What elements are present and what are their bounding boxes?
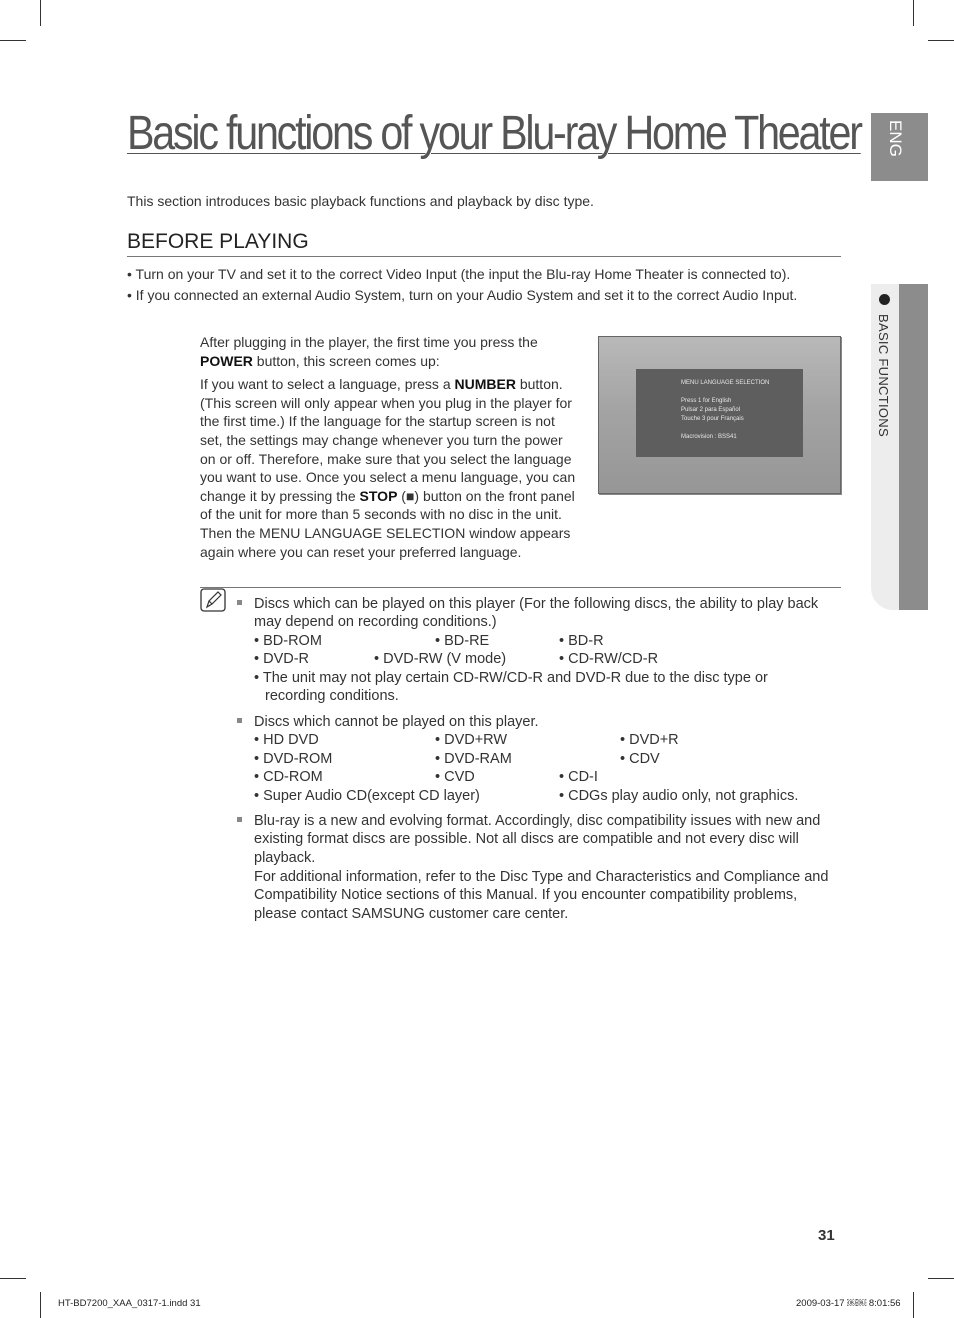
page-number: 31 — [818, 1227, 835, 1244]
note-text: Discs which cannot be played on this player. — [254, 714, 539, 730]
dialog-macrovision: Macrovision : BSS41 — [681, 434, 737, 440]
tv-screen-illustration — [598, 336, 841, 494]
note-text: playback. — [254, 850, 316, 866]
disc-item: • DVD-RAM — [435, 751, 512, 767]
crop-mark — [913, 1292, 914, 1318]
dialog-title: MENU LANGUAGE SELECTION — [681, 380, 770, 386]
note-text: may depend on recording conditions.) — [254, 614, 497, 630]
disc-item: • DVD-RW (V mode) — [374, 651, 507, 667]
crop-mark — [928, 1278, 954, 1279]
section-tab-label: BASIC FUNCTIONS — [876, 314, 891, 437]
note-text: Compatibility Notice sections of this Manual. If you encounter compatibility problems, — [254, 887, 798, 903]
note-text: For additional information, refer to the Disc Type and Characteristics and Compliance and — [254, 869, 829, 885]
dialog-option: Pulsar 2 para Español — [681, 407, 741, 413]
bullet-item: • If you connected an external Audio System, turn on your Audio System and set it to the correct Audio Input. — [127, 287, 798, 303]
bullet-item: • Turn on your TV and set it to the correct Video Input (the input the Blu-ray Home Theater is connected to). — [127, 266, 791, 282]
disc-item: • CD-I — [559, 769, 598, 785]
dialog-option: Touche 3 pour Français — [681, 416, 744, 422]
note-square-icon — [237, 718, 242, 723]
disc-item: • CD-ROM — [254, 769, 323, 785]
crop-mark — [0, 1278, 26, 1279]
disc-item: • BD-RE — [435, 633, 490, 649]
section-rule — [127, 256, 841, 257]
note-text: • The unit may not play certain CD-RW/CD-R and DVD-R due to the disc type or — [254, 670, 768, 686]
disc-item: • CVD — [435, 769, 475, 785]
disc-item: • DVD+RW — [435, 732, 508, 748]
disc-item: • DVD+R — [620, 732, 679, 748]
disc-item: • CDGs play audio only, not graphics. — [559, 788, 799, 804]
disc-item: • HD DVD — [254, 732, 319, 748]
language-tab-label: ENG — [886, 120, 905, 157]
note-text: please contact SAMSUNG customer care center. — [254, 906, 569, 922]
menu-language-dialog — [636, 369, 803, 457]
crop-mark — [0, 40, 26, 41]
disc-item: • BD-ROM — [254, 633, 322, 649]
crop-mark — [40, 0, 41, 26]
disc-item: • CD-RW/CD-R — [559, 651, 659, 667]
section-heading: BEFORE PLAYING — [127, 230, 309, 253]
page-title: Basic functions of your Blu-ray Home Theater — [127, 107, 861, 160]
note-text: recording conditions. — [265, 688, 399, 704]
crop-mark — [913, 0, 914, 26]
note-text: existing format discs are possible. Not all discs are compatible and not every disc will — [254, 831, 799, 847]
startup-instructions — [200, 333, 580, 566]
disc-item: • CDV — [620, 751, 660, 767]
note-text: Discs which can be played on this player (For the following discs, the ability to play back — [254, 596, 819, 612]
note-rule — [200, 587, 841, 588]
disc-item: • Super Audio CD(except CD layer) — [254, 788, 480, 804]
disc-item: • DVD-ROM — [254, 751, 333, 767]
note-square-icon — [237, 600, 242, 605]
footer-filename: HT-BD7200_XAA_0317-1.indd 31 — [58, 1298, 201, 1309]
bullet-dot-icon — [879, 294, 890, 305]
paragraph: If you want to select a language, press a NUMBER button. (This screen will only appear when you plug in the player for the first time.) If the language for the startup screen is not set, the settings may change whenever you turn the power on or off. Therefore, make sure that you select the language you want to use. Once you select a menu language, you can change it by pressing the STOP (■) button on the front panel of the unit for more than 5 seconds with no disc in the unit. Then the MENU LANGUAGE SELECTION window appears again where you can reset your preferred language. — [200, 376, 576, 560]
crop-mark — [928, 40, 954, 41]
disc-item: • BD-R — [559, 633, 604, 649]
disc-item: • DVD-R — [254, 651, 310, 667]
intro-text: This section introduces basic playback functions and playback by disc type. — [127, 193, 594, 209]
note-pencil-icon — [200, 588, 226, 612]
note-square-icon — [237, 817, 242, 822]
footer-timestamp: 2009-03-17 ￼￼ 8:01:56 — [796, 1298, 901, 1309]
section-tab-stripe — [899, 284, 928, 610]
dialog-option: Press 1 for English — [681, 398, 732, 404]
paragraph: After plugging in the player, the first time you press the POWER button, this screen comes up: — [200, 334, 538, 369]
note-text: Blu-ray is a new and evolving format. Accordingly, disc compatibility issues with new and — [254, 813, 821, 829]
crop-mark — [40, 1292, 41, 1318]
